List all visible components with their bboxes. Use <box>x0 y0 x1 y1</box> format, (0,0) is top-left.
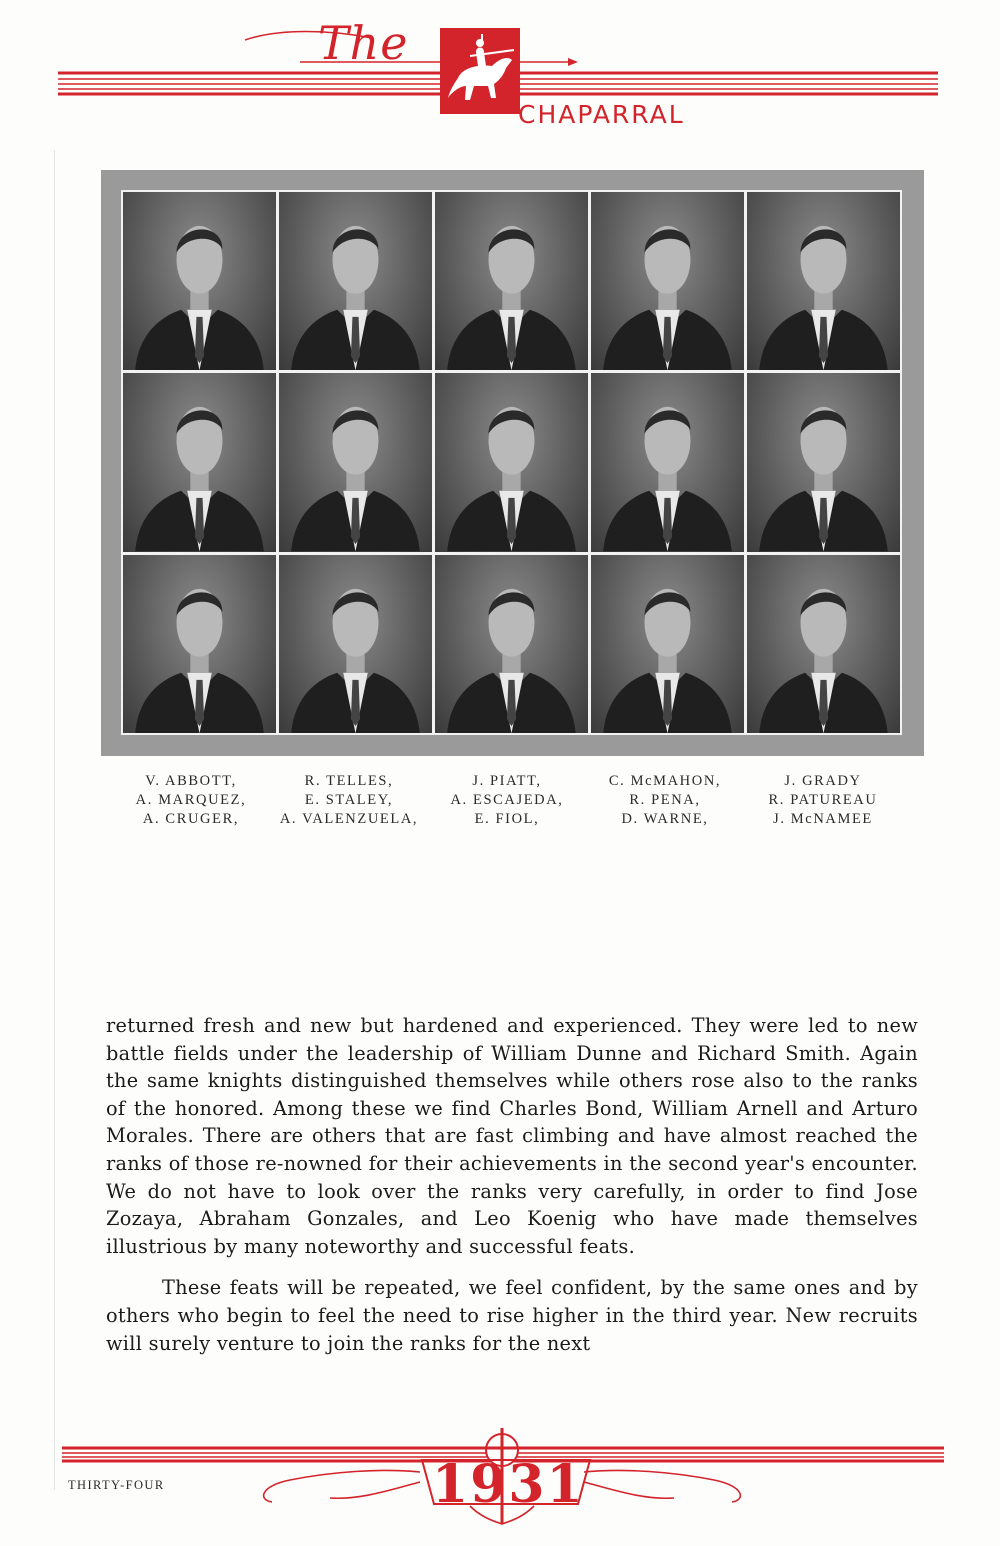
person-silhouette-icon <box>747 555 900 733</box>
person-silhouette-icon <box>123 373 276 551</box>
student-portrait <box>591 373 744 551</box>
portrait-caption: V. ABBOTT, <box>145 773 237 789</box>
person-silhouette-icon <box>591 192 744 370</box>
student-portrait <box>591 192 744 370</box>
person-silhouette-icon <box>279 555 432 733</box>
caption-row <box>112 791 902 810</box>
person-silhouette-icon <box>591 373 744 551</box>
student-portrait <box>279 192 432 370</box>
portrait-caption: A. MARQUEZ, <box>135 792 247 808</box>
article-body <box>106 1012 918 1357</box>
portrait-caption: R. PATUREAU <box>768 792 878 808</box>
portrait-caption: J. McNAMEE <box>773 811 873 827</box>
student-portrait <box>591 555 744 733</box>
portrait-caption: J. PIATT, <box>472 773 542 789</box>
portrait-grid <box>121 190 902 735</box>
person-silhouette-icon <box>435 373 588 551</box>
student-portrait <box>123 555 276 733</box>
student-portrait <box>123 373 276 551</box>
portrait-caption: E. STALEY, <box>304 792 394 808</box>
student-portrait <box>747 555 900 733</box>
page-edge <box>54 150 55 1490</box>
page-footer <box>0 1420 1000 1546</box>
paragraph-2: These feats will be repeated, we feel confident, by the same ones and by others who begin to feel the need to rise higher in the third year. New recruits will surely venture to join the ranks for the next <box>106 1276 918 1355</box>
student-portrait <box>279 555 432 733</box>
person-silhouette-icon <box>279 192 432 370</box>
portrait-caption: J. GRADY <box>784 773 862 789</box>
person-silhouette-icon <box>435 555 588 733</box>
page-number-label: THIRTY-FOUR <box>68 1478 165 1492</box>
student-portrait <box>435 373 588 551</box>
person-silhouette-icon <box>591 555 744 733</box>
portrait-captions <box>112 772 902 829</box>
caption-row <box>112 772 902 791</box>
portrait-caption: A. VALENZUELA, <box>279 811 419 827</box>
header-title-chaparral: CHAPARRAL <box>518 100 685 129</box>
portrait-caption: R. PENA, <box>629 792 701 808</box>
paragraph-1: returned fresh and new but hardened and experienced. They were led to new battle fields under the leadership of William Dunne and Richard Smith. Again the same knights distinguished themselves while others rose also to the ranks of the honored. Among these we find Charles Bond, William Arnell and Arturo Morales. There are others that are fast climbing and have almost reached the ranks of those re-nowned for their achievements in the second year's encounter. We do not have to look over the ranks very carefully, in order to find Jose Zozaya, Abraham Gonzales, and Leo Koenig who have made themselves illustrious by many noteworthy and successful feats. <box>106 1014 918 1258</box>
knight-emblem-icon <box>440 28 520 114</box>
student-portrait <box>435 192 588 370</box>
portrait-caption: A. ESCAJEDA, <box>450 792 564 808</box>
portrait-caption: R. TELLES, <box>304 773 394 789</box>
header-title-the: The <box>318 16 409 70</box>
page-header <box>0 0 1000 140</box>
student-portrait <box>279 373 432 551</box>
student-portrait <box>435 555 588 733</box>
portrait-caption: E. FIOL, <box>474 811 540 827</box>
portrait-panel <box>101 170 924 756</box>
student-portrait <box>747 373 900 551</box>
student-portrait <box>123 192 276 370</box>
portrait-caption: C. McMAHON, <box>608 773 722 789</box>
header-rules-graphic <box>0 0 1000 140</box>
person-silhouette-icon <box>123 192 276 370</box>
person-silhouette-icon <box>435 192 588 370</box>
person-silhouette-icon <box>123 555 276 733</box>
person-silhouette-icon <box>279 373 432 551</box>
portrait-caption: A. CRUGER, <box>142 811 240 827</box>
yearbook-year: 1931 <box>432 1454 585 1515</box>
student-portrait <box>747 192 900 370</box>
person-silhouette-icon <box>747 373 900 551</box>
portrait-caption: D. WARNE, <box>621 811 709 827</box>
person-silhouette-icon <box>747 192 900 370</box>
caption-row <box>112 810 902 829</box>
